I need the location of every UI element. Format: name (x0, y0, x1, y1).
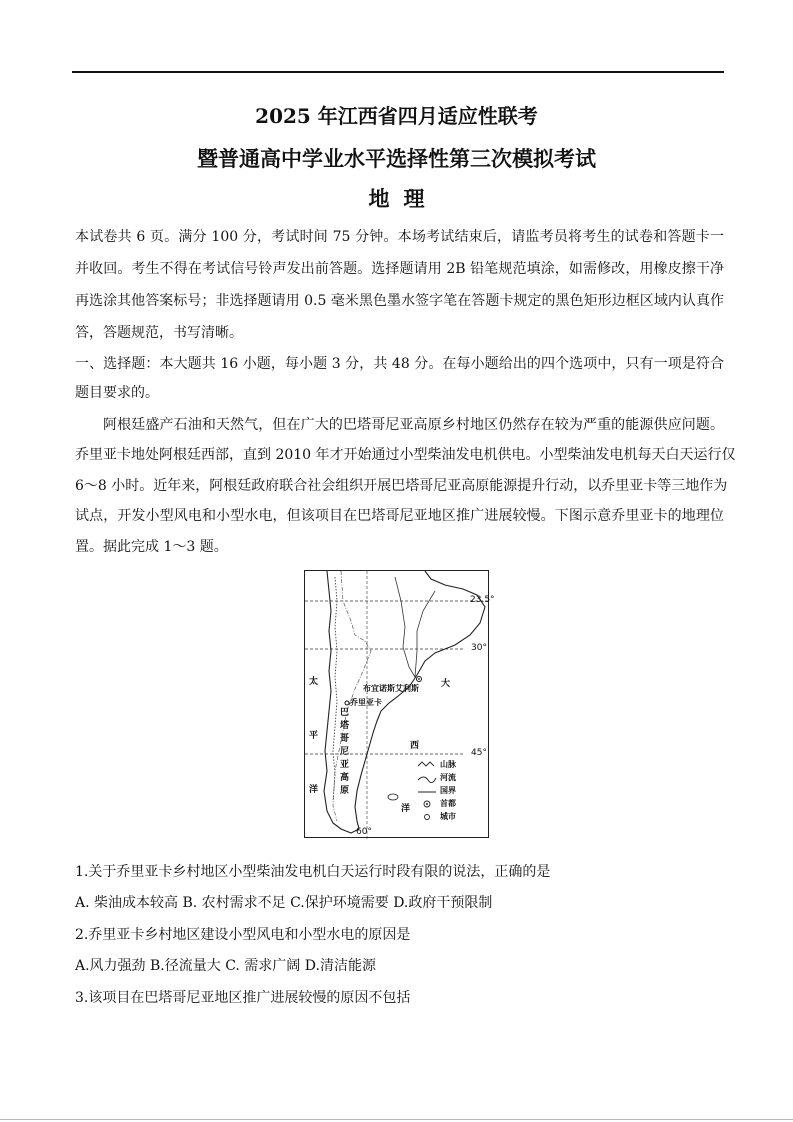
instruction-line: 并收回。考生不得在考试信号铃声发出前答题。选择题请用 2B 铅笔规范填涂，如需修改，用橡皮擦干净 (75, 261, 724, 277)
falkland-islands (388, 794, 398, 800)
subject-title: 地理 (368, 186, 439, 211)
question-1-options: A. 柴油成本较高 B. 农村需求不足 C.保护环境需要 D.政府干预限制 (75, 895, 493, 911)
passage-line: 试点，开发小型风电和小型水电，但该项目在巴塔哥尼亚地区推广进展较慢。下图示意乔里亚卡的地理位 (75, 508, 724, 524)
lat-label-45: 45° (471, 748, 487, 758)
passage-line: 乔里亚卡地处阿根廷西部，直到 2010 年才开始通过小型柴油发电机供电。小型柴油发电机每天白天运行仅 (75, 447, 736, 463)
patagonia-label: 巴塔哥尼亚高原 (340, 708, 350, 796)
exam-subtitle: 暨普通高中学业水平选择性第三次模拟考试 (197, 146, 596, 171)
legend-border: 国界 (440, 786, 456, 795)
question-2-options: A.风力强劲 B.径流量大 C. 需求广阔 D.清洁能源 (75, 958, 376, 974)
passage-line: 阿根廷盛产石油和天然气，但在广大的巴塔哥尼亚高原乡村地区仍然存在较为严重的能源供应问题。 (103, 417, 724, 433)
legend-capital: 首都 (440, 799, 456, 808)
passage-line: 6～8 小时。近年来，阿根廷政府联合社会组织开展巴塔哥尼亚高原能源提升行动，以乔里亚卡等三地作为 (75, 478, 728, 494)
river (415, 591, 435, 677)
location-map (304, 570, 495, 838)
instruction-line: 本试卷共 6 页。满分 100 分，考试时间 75 分钟。本场考试结束后，请监考员将考生的试卷和答题卡一 (75, 229, 724, 245)
map-legend (414, 758, 484, 828)
lat-label-30: 30° (471, 643, 487, 653)
legend-mountains: 山脉 (440, 760, 456, 769)
buenos-aires-label: 布宜诺斯艾利斯 (363, 684, 419, 693)
atlantic-label-3: 洋 (401, 804, 411, 814)
pacific-label: 太平洋 (309, 677, 319, 795)
lon-label-60: 60° (356, 827, 372, 837)
exam-title: 2025 年江西省四月适应性联考 (255, 104, 538, 128)
city-symbol (425, 815, 430, 820)
legend-city: 城市 (440, 812, 456, 821)
river (395, 577, 415, 677)
joliaca-label: 乔里亚卡 (350, 698, 382, 707)
andes-mountains (333, 577, 337, 801)
legend-rivers: 河流 (440, 773, 456, 782)
question-3-stem: 3.该项目在巴塔哥尼亚地区推广进展较慢的原因不包括 (75, 990, 411, 1006)
atlantic-label-2: 西 (410, 741, 420, 751)
instruction-line: 再选涂其他答案标号；非选择题请用 0.5 毫米黑色墨水签字笔在答题卡规定的黑色矩形边框区域内认真作 (75, 293, 724, 309)
section-heading: 一、选择题：本大题共 16 小题，每小题 3 分，共 48 分。在每小题给出的四个选项中，只有一项是符合 (75, 356, 724, 372)
header-rule (72, 71, 724, 73)
lat-label-23: 23.5° (470, 595, 495, 605)
joliaca-marker (345, 701, 349, 705)
question-1-stem: 1.关于乔里亚卡乡村地区小型柴油发电机白天运行时段有限的说法，正确的是 (75, 864, 551, 880)
border-line (333, 571, 371, 821)
question-2-stem: 2.乔里亚卡乡村地区建设小型风电和小型水电的原因是 (75, 927, 411, 943)
mountain-symbol (418, 762, 434, 766)
river-symbol (418, 777, 436, 783)
section-heading: 题目要求的。 (75, 385, 159, 401)
page-bottom-edge (0, 1119, 793, 1120)
passage-line: 置。据此完成 1～3 题。 (75, 539, 228, 555)
instruction-line: 答，答题规范，书写清晰。 (75, 325, 243, 341)
atlantic-label-1: 大 (441, 679, 451, 689)
